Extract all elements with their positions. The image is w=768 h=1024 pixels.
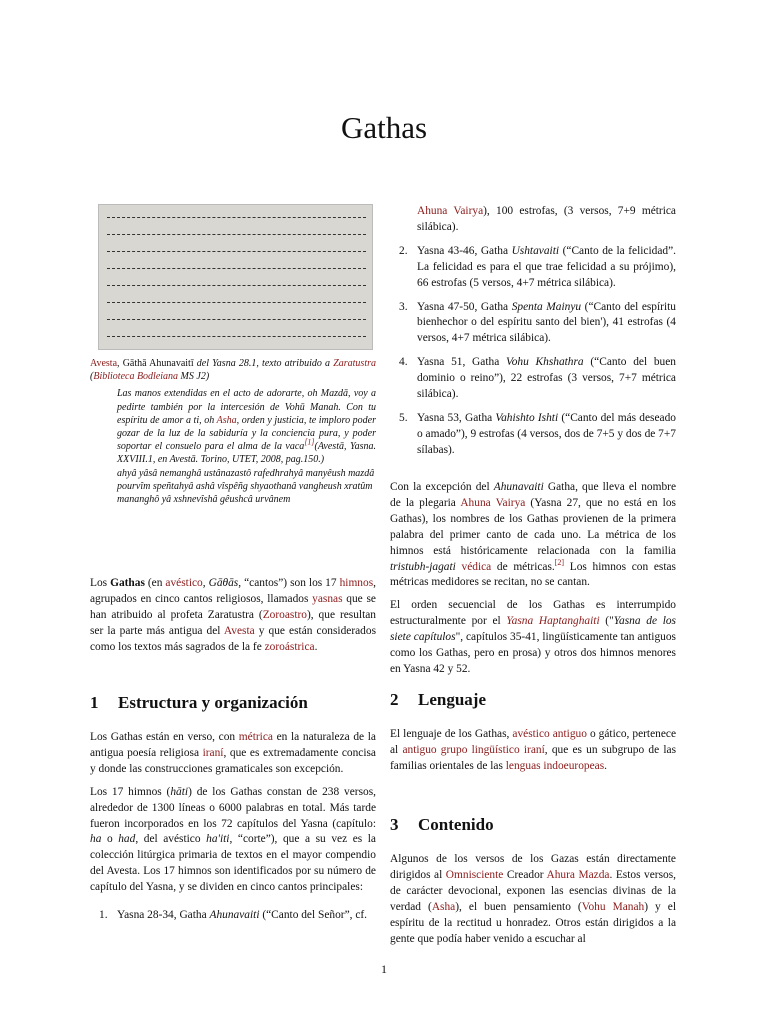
list-item: 4. Yasna 51, Gatha Vohu Khshathra (“Canto del buen dominio o reino”), 22 estrofas (3 versos, 7+7 métrica silábica). xyxy=(399,356,676,401)
link-yasna-haptanghaiti[interactable]: Yasna Haptanghaiti xyxy=(506,615,600,628)
caption-link-asha[interactable]: Asha xyxy=(216,414,237,426)
link-omnisciente[interactable]: Omnisciente xyxy=(445,868,504,881)
list-item: 5. Yasna 53, Gatha Vahishto Ishti (“Canto del más deseado o amado”), 9 estrofas (4 versos, dos de 7+5 y dos de 7+7 sílabas). xyxy=(399,411,676,456)
caption-transliteration: ahyâ yâsâ nemanghâ ustânazastô rafedhrahyâ manyêush mazdâ pourvîm speñtahyâ ashâ vîspêñg shyaothanâ vangheush xratûm mananghô yâ xshnevîshâ gêushcâ urvânem xyxy=(117,467,375,506)
link-himnos[interactable]: himnos xyxy=(339,577,374,589)
link-metrica[interactable]: métrica xyxy=(238,731,273,743)
link-vohu-manah[interactable]: Vohu Manah xyxy=(581,900,645,913)
link-avestico[interactable]: avéstico xyxy=(165,577,203,589)
intro-paragraph: Los Gathas (en avéstico, Gāθās, “cantos”) son los 17 himnos, agrupados en cinco cantos religiosos, llamados yasnas que se han atribuido al profeta Zaratustra (Zoroastro), que resultan ser la parte más antigua del Avesta y que están considerados como los textos más sagrados de la fe zoroástrica. xyxy=(90,577,377,653)
section-3-body: Algunos de los versos de los Gazas están directamente dirigidos al Omnisciente Creador Ahura Mazda. Estos versos, de carácter devocional, exponen las esencias divinas de la verdad (Asha), el buen pensamiento (Vohu Manah) y el espíritu de la rectitud u honradez. Otros están dirigidos a la gente que podía haber venido a escuchar al xyxy=(390,853,676,945)
section-1-heading: 1 Estructura y organización xyxy=(90,693,308,712)
canto-list xyxy=(390,204,676,459)
right-paragraphs: Con la excepción del Ahunavaiti Gatha, que lleva el nombre de la plegaria Ahuna Vairya (Yasna 27, que no está en los Gathas), los nombres de los Gathas provienen de la primera palabra del primer canto de cada uno. La métrica de los himnos está históricamente relacionada con la familia tristubh-jagati védica de métricas.[2] Los himnos con estas métricas medidores se recitan, no se cantan. El orden secuencial de los Gathas es interrumpido estructuralmente por el Yasna Haptanghaiti ("Yasna de los siete capítulos", capítulos 35-41, lingüísticamente tan antiguos como los Gathas, pero en prosa) y otros dos himnos menores en Yasna 42 y 52. xyxy=(390,481,677,675)
caption-link-avesta[interactable]: Avesta xyxy=(90,358,118,369)
section-1-body: Los Gathas están en verso, con métrica en la naturaleza de la antigua poesía religiosa iraní, que es extremadamente concisa y donde las construcciones gramaticales son excepción. Los 17 himnos (hāti) de los Gathas constan de 238 versos, alrededor de 1300 líneas o 6000 palabras en total. Más tarde fueron incorporados en los 72 capítulos del Yasna (capítulo: ha o had, del avéstico ha'iti, “corte”), que a su vez es la colección litúrgica primaria de textos en el mayor compendio del Avesta. Los 17 himnos son identificados por su número de capítulo del Yasna, y se dividen en cinco cantos principales: 1. Yasna 28-34, Gatha Ahunavaiti (“Canto del Señor”, cf. xyxy=(90,730,376,924)
manuscript-image xyxy=(98,204,373,350)
list-item: 1. Yasna 28-34, Gatha Ahunavaiti (“Canto del Señor”, cf. xyxy=(99,909,368,922)
image-caption: Avesta, Gāthā Ahunavaitī del Yasna 28.1, texto atribuido a Zaratustra (Biblioteca Bodleiana MS J2) Las manos extendidas en el acto de adorarte, oh Mazdā, voy a pedirte también por la intercesión de Vohū Manah. Con tu espíritu de amor a ti, oh Asha, orden y justicia, te imploro poder gozar de la luz de la sabiduría y la conciencia pura, y poder soportar el consuelo para el alma de la vaca[1](Avestā, Yasna. XXVIII.1, en Avestā. Torino, UTET, 2008, pag.150.) ahyâ yâsâ nemanghâ ustânazastô rafedhrahyâ manyêush mazdâ pourvîm speñtahyâ ashâ vîspêñg shyaothanâ vangheush xratûm mananghô yâ xshnevîshâ gêushcâ urvânem xyxy=(90,358,377,506)
caption-link-bodleiana[interactable]: Biblioteca Bodleiana xyxy=(93,371,179,383)
link-ahura-mazda[interactable]: Ahura Mazda xyxy=(546,868,610,881)
section-3-heading: 3 Contenido xyxy=(390,815,494,834)
footnote-2[interactable]: [2] xyxy=(554,557,565,567)
section-2-body: El lenguaje de los Gathas, avéstico antiguo o gático, pertenece al antiguo grupo lingüístico iraní, que es un subgrupo de las familias orientales de las lenguas indoeuropeas. xyxy=(390,728,677,772)
link-yasnas[interactable]: yasnas xyxy=(312,592,343,605)
page-number: 1 xyxy=(381,962,387,976)
link-ahuna-vairya-2[interactable]: Ahuna Vairya xyxy=(460,496,526,509)
list-item: Ahuna Vairya), 100 estrofas, (3 versos, 7+9 métrica silábica). xyxy=(417,205,676,233)
link-zoroastrica[interactable]: zoroástrica xyxy=(264,640,315,653)
link-lenguas-indoeuropeas[interactable]: lenguas indoeuropeas xyxy=(505,759,605,772)
link-avestico-antiguo[interactable]: avéstico antiguo xyxy=(512,728,587,740)
page-title: Gathas xyxy=(340,110,428,145)
link-irani[interactable]: iraní xyxy=(202,746,224,759)
list-item: 2. Yasna 43-46, Gatha Ushtavaiti (“Canto de la felicidad”. La felicidad es para el que trae felicidad a su prójimo), 66 estrofas (5 versos, 4+7 métrica silábica). xyxy=(399,244,676,289)
link-ahuna-vairya[interactable]: Ahuna Vairya xyxy=(417,205,484,217)
caption-link-zaratustra[interactable]: Zaratustra xyxy=(333,358,376,369)
link-avesta[interactable]: Avesta xyxy=(223,624,255,637)
link-asha[interactable]: Asha xyxy=(431,900,456,913)
section-2-heading: 2 Lenguaje xyxy=(390,690,486,709)
list-item: 3. Yasna 47-50, Gatha Spenta Mainyu (“Canto del espíritu bienhechor o del espíritu santo del bien'), 41 estrofas (4 versos, 4+7 métrica silábica). xyxy=(399,300,676,345)
link-vedica[interactable]: védica xyxy=(461,560,492,573)
footnote-1[interactable]: [1] xyxy=(304,437,315,447)
link-zoroastro[interactable]: Zoroastro xyxy=(262,608,307,621)
link-grupo-linguistico-irani[interactable]: antiguo grupo lingüístico iraní xyxy=(402,743,545,756)
caption-quote: Las manos extendidas en el acto de adorarte, oh Mazdā, voy a pedirte también por la intercesión de Vohū Manah. Con tu espíritu de amor a ti, oh Asha, orden y justicia, te imploro poder gozar de la luz de la sabiduría y la conciencia pura, y poder soportar el consuelo para el alma de la vaca[1](Avestā, Yasna. XXVIII.1, en Avestā. Torino, UTET, 2008, pag.150.) xyxy=(117,388,377,466)
